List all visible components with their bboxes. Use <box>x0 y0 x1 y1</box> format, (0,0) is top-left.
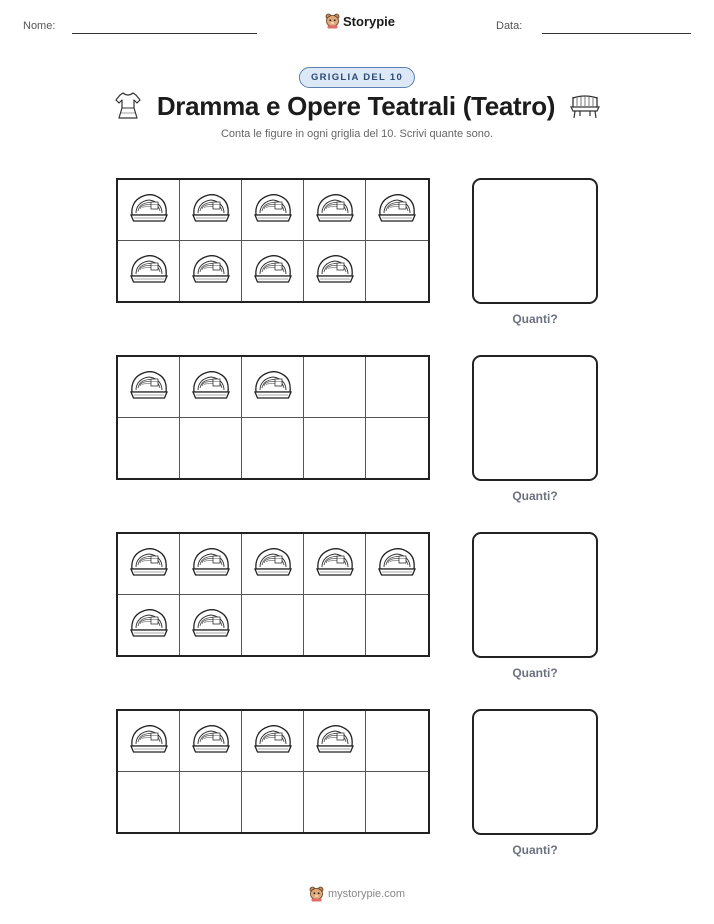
frame-cell <box>304 180 366 241</box>
frame-cell <box>180 772 242 833</box>
theatre-stage-icon <box>377 190 417 229</box>
brand-name: Storypie <box>343 13 396 29</box>
frame-cell <box>304 357 366 418</box>
theatre-stage-icon <box>129 544 169 583</box>
theatre-stage-icon <box>315 190 355 229</box>
frame-cell <box>242 534 304 595</box>
storypie-mascot-icon <box>309 886 324 902</box>
frame-cell <box>366 534 428 595</box>
brand-logo <box>325 13 395 29</box>
frame-cell <box>242 241 304 302</box>
frame-cell <box>366 595 428 656</box>
answer-box-3[interactable] <box>472 532 598 658</box>
answer-label-2: Quanti? <box>512 489 558 503</box>
frame-cell <box>304 534 366 595</box>
ten-frame-3 <box>116 532 430 657</box>
theatre-stage-icon <box>191 544 231 583</box>
theatre-stage-icon <box>191 190 231 229</box>
frame-cell <box>366 357 428 418</box>
frame-cell <box>366 418 428 479</box>
worksheet-type-badge: GRIGLIA DEL 10 <box>299 67 415 88</box>
frame-cell <box>242 711 304 772</box>
theatre-stage-icon <box>315 544 355 583</box>
theatre-stage-icon <box>191 605 231 644</box>
theatre-stage-icon <box>253 367 293 406</box>
frame-cell <box>118 711 180 772</box>
date-line[interactable] <box>542 33 691 34</box>
frame-cell <box>118 357 180 418</box>
frame-cell <box>242 180 304 241</box>
frame-cell <box>118 534 180 595</box>
frame-cell <box>180 711 242 772</box>
footer-url[interactable]: mystorypie.com <box>327 888 406 900</box>
date-label: Data: <box>496 20 523 32</box>
name-line[interactable] <box>72 33 257 34</box>
frame-cell <box>180 595 242 656</box>
frame-cell <box>242 357 304 418</box>
theatre-stage-icon <box>315 721 355 760</box>
frame-cell <box>118 241 180 302</box>
theatre-stage-icon <box>191 367 231 406</box>
answer-box-2[interactable] <box>472 355 598 481</box>
frame-cell <box>366 772 428 833</box>
theatre-stage-icon <box>129 251 169 290</box>
answer-box-4[interactable] <box>472 709 598 835</box>
theatre-stage-icon <box>129 367 169 406</box>
frame-cell <box>304 418 366 479</box>
ten-frame-4 <box>116 709 430 834</box>
ten-frame-1 <box>116 178 430 303</box>
frame-cell <box>180 357 242 418</box>
answer-label-1: Quanti? <box>512 312 558 326</box>
frame-cell <box>242 595 304 656</box>
theatre-stage-icon <box>129 721 169 760</box>
theatre-stage-icon <box>253 251 293 290</box>
answer-label-3: Quanti? <box>512 666 558 680</box>
frame-cell <box>366 711 428 772</box>
frame-cell <box>366 241 428 302</box>
answer-label-4: Quanti? <box>512 843 558 857</box>
frame-cell <box>304 711 366 772</box>
page-title: Dramma e Opere Teatrali (Teatro) <box>156 90 556 121</box>
footer <box>0 886 714 902</box>
frame-cell <box>118 418 180 479</box>
frame-cell <box>118 180 180 241</box>
frame-cell <box>180 241 242 302</box>
answer-box-1[interactable] <box>472 178 598 304</box>
frame-cell <box>366 180 428 241</box>
theatre-stage-icon <box>191 251 231 290</box>
storypie-mascot-icon <box>325 13 340 29</box>
ten-frame-2 <box>116 355 430 480</box>
costume-dress-icon <box>113 90 143 122</box>
theatre-stage-icon <box>315 251 355 290</box>
frame-cell <box>304 595 366 656</box>
name-label: Nome: <box>23 20 56 32</box>
theatre-stage-icon <box>191 721 231 760</box>
frame-cell <box>180 180 242 241</box>
theatre-stage-icon <box>129 605 169 644</box>
frame-cell <box>242 418 304 479</box>
frame-cell <box>118 595 180 656</box>
theatre-stage-icon <box>253 190 293 229</box>
theatre-stage-icon <box>253 721 293 760</box>
theatre-stage-icon <box>253 544 293 583</box>
theatre-stage-icon <box>377 544 417 583</box>
frame-cell <box>180 418 242 479</box>
frame-cell <box>304 241 366 302</box>
frame-cell <box>304 772 366 833</box>
frame-cell <box>118 772 180 833</box>
frame-cell <box>180 534 242 595</box>
instructions: Conta le figure in ogni griglia del 10. Scrivi quante sono. <box>220 128 494 140</box>
frame-cell <box>242 772 304 833</box>
theatre-stage-icon <box>129 190 169 229</box>
stage-bench-icon <box>569 91 601 121</box>
